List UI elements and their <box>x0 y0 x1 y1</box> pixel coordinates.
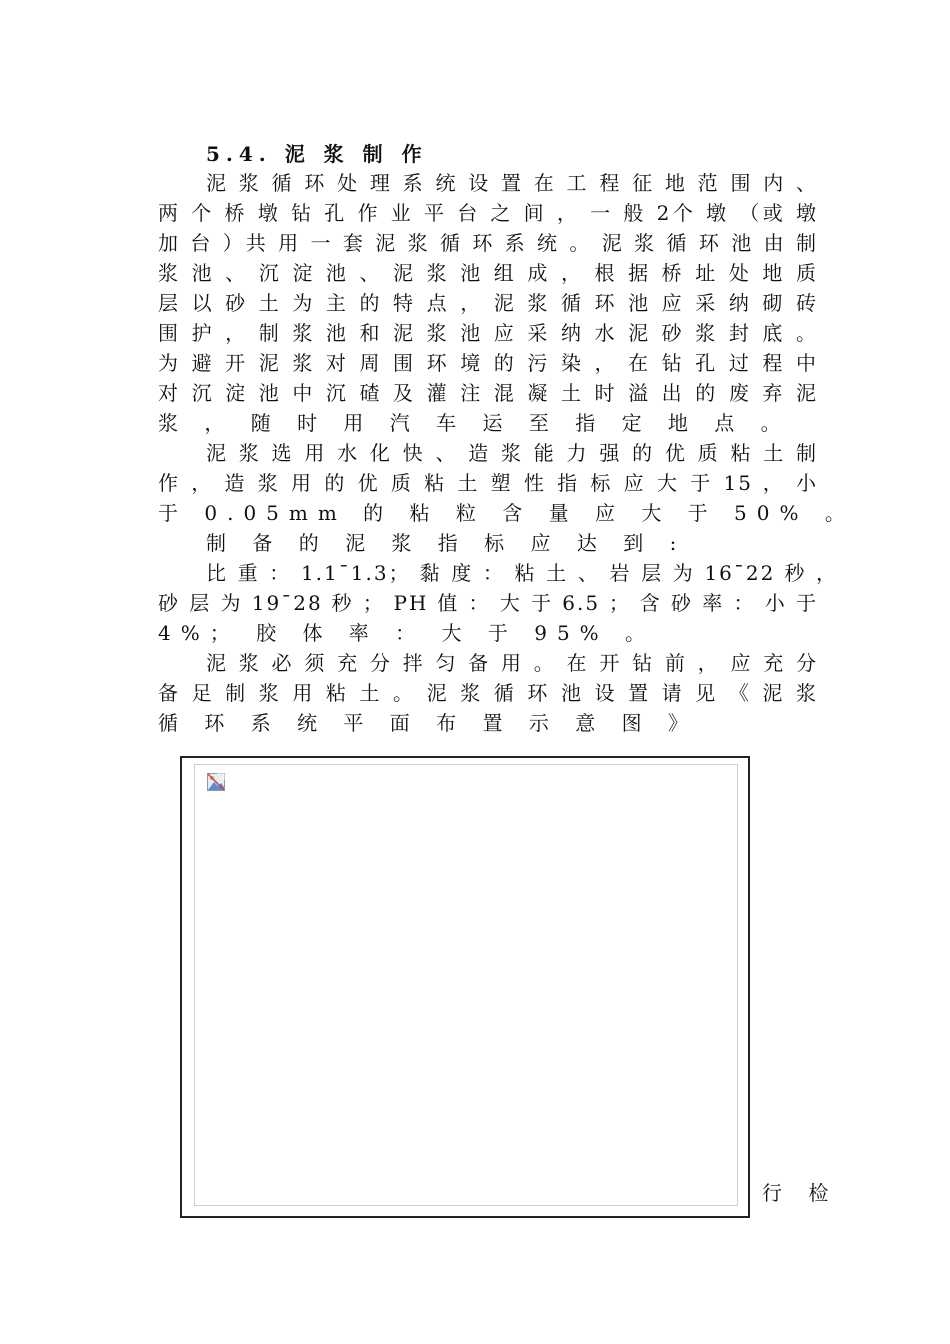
paragraph-1-line-8: 对 沉 淀 池 中 沉 碴 及 灌 注 混 凝 土 时 溢 出 的 废 弃 泥 <box>158 381 818 405</box>
paragraph-2-line-3: 于 0.05mm 的 粘 粒 含 量 应 大 于 50% 。 <box>158 501 855 525</box>
paragraph-1-line-1: 泥 浆 循 环 处 理 系 统 设 置 在 工 程 征 地 范 围 内 、 <box>206 171 818 195</box>
paragraph-4-line-1: 比 重 ： 1.1¯1.3； 黏 度 ： 粘 土 、 岩 层 为 16¯22 秒 ， <box>206 561 838 585</box>
paragraph-1-line-7: 为 避 开 泥 浆 对 周 围 环 境 的 污 染 ， 在 钻 孔 过 程 中 <box>158 351 818 375</box>
broken-image-icon <box>207 773 225 791</box>
trailing-text: 行 检 <box>762 1181 839 1205</box>
paragraph-3-line-1: 制 备 的 泥 浆 指 标 应 达 到 : <box>206 531 687 555</box>
paragraph-4-line-2: 砂 层 为 19¯28 秒 ； PH 值 ： 大 于 6.5 ； 含 砂 率 ： 小 于 <box>158 591 818 615</box>
paragraph-1-line-4: 浆 池 、 沉 淀 池 、 泥 浆 池 组 成 ， 根 据 桥 址 处 地 质 <box>158 261 818 285</box>
paragraph-5-line-2: 备 足 制 浆 用 粘 土 。 泥 浆 循 环 池 设 置 请 见 《 泥 浆 <box>158 681 818 705</box>
paragraph-5-line-1: 泥 浆 必 须 充 分 拌 匀 备 用 。 在 开 钻 前 ， 应 充 分 <box>206 651 818 675</box>
figure-frame <box>180 756 750 1218</box>
paragraph-1-line-6: 围 护 ， 制 浆 池 和 泥 浆 池 应 采 纳 水 泥 砂 浆 封 底 。 <box>158 321 818 345</box>
section-heading: 5.4. 泥 浆 制 作 <box>206 142 428 166</box>
paragraph-1-line-9: 浆 ， 随 时 用 汽 车 运 至 指 定 地 点 。 <box>158 411 791 435</box>
paragraph-2-line-1: 泥 浆 选 用 水 化 快 、 造 浆 能 力 强 的 优 质 粘 土 制 <box>206 441 818 465</box>
paragraph-1-line-2: 两 个 桥 墩 钻 孔 作 业 平 台 之 间 ， 一 般 2个 墩 （或 墩 <box>158 201 818 225</box>
paragraph-5-line-3: 循 环 系 统 平 面 布 置 示 意 图 》 <box>158 711 698 735</box>
paragraph-1-line-3: 加 台 ）共 用 一 套 泥 浆 循 环 系 统 。 泥 浆 循 环 池 由 制 <box>158 231 818 255</box>
paragraph-2-line-2: 作 ， 造 浆 用 的 优 质 粘 土 塑 性 指 标 应 大 于 15 ， 小 <box>158 471 818 495</box>
figure-image-placeholder <box>194 764 738 1206</box>
paragraph-4-line-3: 4%； 胶 体 率 ： 大 于 95% 。 <box>158 621 656 645</box>
paragraph-1-line-5: 层 以 砂 土 为 主 的 特 点 ， 泥 浆 循 环 池 应 采 纳 砌 砖 <box>158 291 818 315</box>
